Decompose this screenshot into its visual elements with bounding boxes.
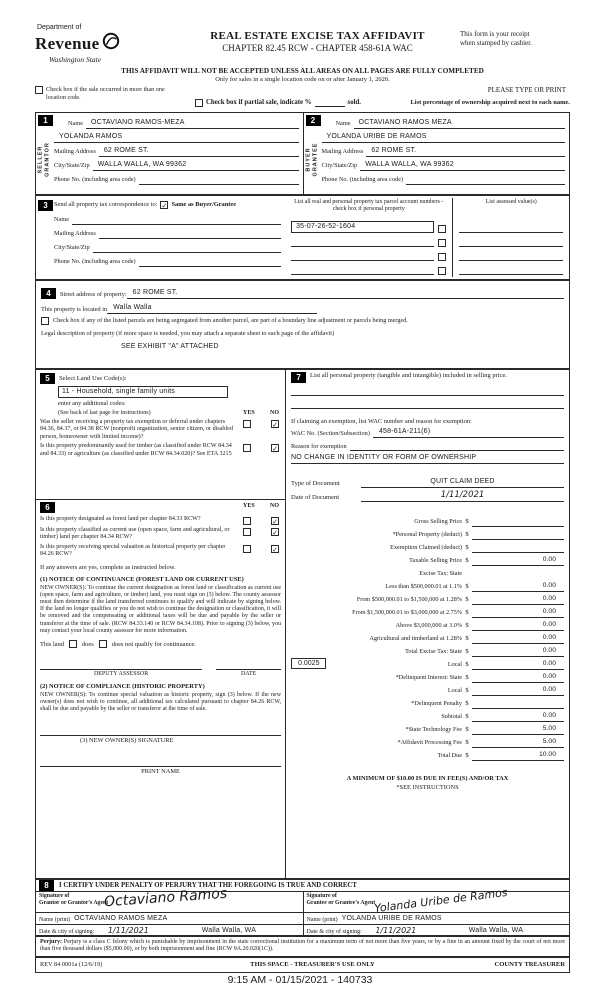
new-owner-signature-label: (3) NEW OWNER(S) SIGNATURE: [80, 736, 174, 744]
personal-property-checkbox-4[interactable]: [438, 267, 446, 275]
corr-mailing-value: [99, 230, 281, 239]
timber-agriculture-question: Is this property predominantly used for timber (as classified under RCW 84.34 and 84.33) or agriculture (as classified under RCW 84.34.020)? See ETA 3215: [40, 443, 232, 457]
notice-continuance-body: NEW OWNER(S): To continue the current designation as forest land or classification as current use (open space, farm and agriculture, or timber) land, you must sign on (3) below. The county assessor must then determine if the land transferred continues to qualify and will indicate by signing below. If the land no longer qualifies or you do not wish to continue the designation or classification, it will be removed and the compensating or additional taxes will be due and payable by the seller or transferor at the time of sale. (RCW 84.33.140 or RCW 84.34.108). Prior to signing (3) below, you may contact your local county assessor for more information.: [40, 584, 282, 634]
corr-phone-value: [139, 258, 281, 267]
minimum-due-note: A MINIMUM OF $10.00 IS DUE IN FEE(S) AND/OR TAX: [346, 775, 509, 782]
current-use-question: Is this property classified as current use (open space, farm and agricultural, or timber) land per chapter 84.34 RCW?: [40, 527, 230, 541]
assessor-date-label: DATE: [240, 671, 257, 678]
buyer-name-label: Name: [335, 120, 351, 127]
assessed-value-field-1: [459, 219, 563, 233]
grantee-signing-city: Walla Walla, WA: [468, 927, 524, 934]
personal-property-checkbox-1[interactable]: [438, 225, 446, 233]
delinquent-interest-state-value: 0.00: [472, 673, 564, 683]
located-in-value: Walla Walla: [107, 304, 317, 314]
section-6-badge: 6: [40, 502, 55, 513]
assessor-date-line: [216, 660, 281, 670]
buyer-grantee-box: [303, 113, 570, 194]
current-use-yes-checkbox[interactable]: [243, 528, 251, 536]
assessed-values-header: List assessed value(s): [485, 199, 537, 205]
state-technology-fee-value: 5.00: [472, 725, 564, 735]
property-address-section: [35, 280, 570, 369]
notice-continuance-title: (1) NOTICE OF CONTINUANCE (FOREST LAND OR CURRENT USE): [40, 575, 244, 583]
wac-number-label: WAC No. (Section/Subsection): [291, 430, 370, 437]
form-revision-number: REV 84 0001a (12/6/19): [40, 961, 103, 968]
land-use-label: Select Land Use Code(s):: [59, 374, 127, 382]
forest-no-checkbox[interactable]: ✓: [272, 518, 278, 526]
historic-property-question: Is this property receiving special valuation as historical property per chapter 84.26 RCW?: [40, 543, 226, 558]
revenue-logo-icon: [102, 32, 120, 55]
see-instructions-label: *SEE INSTRUCTIONS: [396, 784, 459, 791]
type-of-document-value: QUIT CLAIM DEED: [361, 478, 564, 488]
revenue-wordmark: Revenue: [35, 34, 100, 53]
street-address-label: Street address of property:: [60, 291, 127, 298]
total-excise-state-value: 0.00: [472, 647, 564, 657]
seller-mailing-label: Mailing Address: [54, 148, 96, 155]
delinquent-interest-local-value: 0.00: [472, 686, 564, 696]
date-of-document-label: Date of Document: [291, 494, 340, 501]
grantee-signature: Yolanda Uribe de Ramos: [373, 885, 508, 916]
tier2-tax-value: 0.00: [472, 595, 564, 605]
taxable-selling-price-value: 0.00: [472, 556, 564, 566]
personal-property-checkbox-3[interactable]: [438, 253, 446, 261]
seller-city-value: WALLA WALLA, WA 99362: [93, 161, 299, 171]
grantor-date-city-label: Date & city of signing:: [39, 929, 95, 935]
section-1-badge: 1: [38, 115, 53, 126]
tier4-tax-value: 0.00: [472, 621, 564, 631]
lower-columns: [35, 369, 570, 879]
exemption-yes-checkbox[interactable]: [243, 420, 251, 428]
legal-description-value: SEE EXHIBIT "A" ATTACHED: [121, 343, 219, 350]
personal-property-checkbox-2[interactable]: [438, 239, 446, 247]
no-column-label: NO: [270, 410, 280, 416]
grantee-signing-date: 1/11/2021: [366, 926, 426, 936]
section-4-badge: 4: [41, 288, 56, 299]
grantor-signing-city: Walla Walla, WA: [201, 927, 257, 934]
partial-sale-label: Check box if partial sale, indicate %: [206, 99, 312, 106]
print-name-label: PRINT NAME: [141, 767, 180, 775]
forest-land-question: Is this property designated as forest land per chapter 84.33 RCW?: [40, 516, 201, 522]
form-title: REAL ESTATE EXCISE TAX AFFIDAVIT: [210, 30, 425, 42]
chapter-subtitle: CHAPTER 82.45 RCW - CHAPTER 458-61A WAC: [222, 43, 413, 53]
certification-section: [35, 879, 570, 936]
buyer-phone-value: [406, 176, 565, 185]
timber-no-checkbox[interactable]: ✓: [272, 445, 278, 454]
department-of-label: Department of: [37, 24, 82, 31]
buyer-mailing-value: 62 ROME ST.: [366, 147, 565, 157]
grantee-name-print-value: YOLANDA URIBE DE RAMOS: [341, 915, 442, 922]
type-of-document-label: Type of Document: [291, 480, 340, 487]
tier1-tax-value: 0.00: [472, 582, 564, 592]
grantor-signature-cell: Signature of Grantor or Grantor's Agent Octaviano Ramos: [39, 885, 228, 911]
parcel-number-value: 35-07-26-52-1604: [291, 221, 434, 233]
acceptance-warning: THIS AFFIDAVIT WILL NOT BE ACCEPTED UNLESS ALL AREAS ON ALL PAGES ARE FULLY COMPLETED: [121, 67, 484, 75]
see-instructions-note: (See back of last page for instructions): [58, 410, 151, 416]
excise-tax-section: [285, 370, 569, 878]
assessed-value-field-2: [459, 233, 563, 247]
corr-phone-label: Phone No. (including area code): [54, 258, 136, 265]
multi-location-label: Check box if the sale occurred in more than one location code.: [46, 86, 165, 101]
section-3-badge: 3: [38, 200, 53, 211]
seller-mailing-value: 62 ROME ST.: [99, 147, 299, 157]
grantor-signing-date: 1/11/2021: [98, 926, 158, 936]
does-label: does: [81, 640, 94, 648]
located-in-label: This property is located in: [41, 306, 108, 313]
perjury-notice: [35, 936, 570, 957]
timber-yes-checkbox[interactable]: [243, 444, 251, 452]
county-treasurer-label: COUNTY TREASURER: [494, 961, 565, 968]
seller-phone-value: [139, 176, 299, 185]
seller-name-label: Name: [68, 120, 84, 127]
tax-correspondence-section: [35, 195, 570, 280]
washington-state-label: Washington State: [49, 55, 102, 64]
send-correspondence-label: Send all property tax correspondence to:: [54, 201, 158, 208]
partial-sale-checkbox[interactable]: [195, 99, 203, 107]
parcel-numbers-header: List all real and personal property tax parcel account numbers - check box if personal property: [294, 199, 444, 212]
reason-exemption-value: NO CHANGE IN IDENTITY OR FORM OF OWNERSHIP: [291, 454, 564, 464]
personal-property-field-2: [291, 396, 564, 409]
treasurer-space-label: THIS SPACE - TREASURER'S USE ONLY: [250, 961, 375, 968]
historic-yes-checkbox[interactable]: [243, 545, 251, 553]
partial-sale-sold-label: sold.: [347, 99, 361, 106]
exemption-claimed-value: [472, 544, 564, 553]
assessed-value-field-4: [459, 261, 563, 275]
excise-tax-state-header: [472, 570, 564, 579]
excise-tax-table: Gross Selling Price $ *Personal Property (deduct) $ Exemption Claimed (deduct) $ Taxable Selling Price $ 0.00 Excise Tax: State Less than $500,000.01 at 1.1% $ 0.00 From $500,000.01 to $1,500,000 at 1.28% $ 0.00 From $1,500,000.01 to $3,000,000 at 2.75% $ 0.00 Above $3,000,000 at 3.0% $ 0.00 Agricultural and timberland at 1.28% $ 0.00 Total Excise Tax: State $ 0.00 0.0025 Local $ 0.00 *Delinquent Interest: State $ 0.00 Local $ 0.00 *Delinquent Penalty $ Subtotal $ 0.00 *State Technology Fee $ 5.00 *Affidavit Processing Fee $ 5.00 Total Due $ 10.00: [291, 514, 564, 761]
buyer-name2-value: YOLANDA URIBE DE RAMOS: [322, 133, 566, 143]
personal-property-field-1: [291, 383, 564, 396]
seller-phone-label: Phone No. (including area code): [54, 176, 136, 183]
deputy-assessor-signature-line: [40, 660, 202, 670]
does-not-qualify-checkbox[interactable]: [99, 640, 107, 648]
current-use-no-checkbox[interactable]: ✓: [272, 529, 278, 537]
corr-name-label: Name: [54, 216, 70, 223]
same-as-buyer-checkbox[interactable]: ✓: [161, 201, 168, 210]
parties-section: [35, 112, 570, 195]
wac-number-value: 458-61A-211(6): [373, 428, 564, 438]
agricultural-tax-value: 0.00: [472, 634, 564, 644]
delinquent-penalty-value: [472, 700, 564, 709]
parcel-field-2: [291, 237, 434, 247]
buyer-grantee-side-label: BUYER GRANTEE: [305, 142, 318, 177]
corr-mailing-label: Mailing Address: [54, 230, 96, 237]
buyer-mailing-label: Mailing Address: [321, 148, 364, 155]
segregated-parcels-label: Check box if any of the listed parcels are being segregated from another parcel, are part of a boundary line adjustment or parcels being merged.: [53, 317, 408, 324]
gross-selling-price-value: [472, 518, 564, 527]
single-location-note: Only for sales in a single location code on or after January 1, 2020.: [215, 76, 390, 83]
buyer-city-label: City/State/Zip: [321, 162, 358, 169]
new-owner-signature-line: [40, 724, 281, 736]
form-header: [35, 24, 570, 112]
ownership-percentage-note: List percentage of ownership acquired next to each name.: [410, 99, 570, 106]
exemption-no-checkbox[interactable]: ✓: [272, 421, 278, 429]
tax-exemption-question: Was the seller receiving a property tax exemption or deferral under chapters 84.36, 84.37, or 84.38 RCW (nonprofit organization, senior citizen, or disabled person, homeowner with limited income)?: [40, 419, 233, 440]
deputy-assessor-label: DEPUTY ASSESSOR: [93, 671, 149, 678]
seller-grantor-box: [36, 113, 303, 194]
forest-yes-checkbox[interactable]: [243, 517, 251, 525]
does-qualify-checkbox[interactable]: [69, 640, 77, 648]
tier3-tax-value: 0.00: [472, 608, 564, 618]
designation-section: [36, 500, 285, 878]
grantor-name-print-label: Name (print): [39, 917, 71, 923]
section-8-badge: 8: [39, 880, 54, 891]
affidavit-processing-fee-value: 5.00: [472, 738, 564, 748]
parcel-field-4: [291, 265, 434, 275]
exemption-note: If claiming an exemption, list WAC number and reason for exemption:: [291, 418, 472, 425]
grantee-signature-cell: Signature of Grantee or Grantee's Agent Yolanda Uribe de Ramos: [303, 892, 570, 912]
buyer-name-value: OCTAVIANO RAMOS MEZA: [354, 119, 565, 129]
street-address-value: 62 ROME ST.: [127, 289, 564, 299]
reason-exemption-label: Reason for exemption: [291, 443, 347, 450]
certify-statement: I CERTIFY UNDER PENALTY OF PERJURY THAT THE FOREGOING IS TRUE AND CORRECT: [59, 882, 357, 889]
grantee-name-print-label: Name (print): [306, 917, 338, 923]
subtotal-value: 0.00: [472, 712, 564, 722]
assessed-value-field-3: [459, 247, 563, 261]
local-tax-value: 0.00: [472, 660, 564, 670]
grantor-signature: Octaviano Ramos: [103, 885, 228, 911]
dor-logo: [35, 24, 175, 64]
yes-column-label-2: YES: [243, 503, 255, 509]
notice-compliance-title: (2) NOTICE OF COMPLIANCE (HISTORIC PROPERTY): [40, 683, 205, 691]
seller-city-label: City/State/Zip: [54, 162, 90, 169]
yes-column-label: YES: [243, 410, 255, 416]
seller-grantor-side-label: SELLER GRANTOR: [37, 142, 50, 177]
receipt-note: This form is your receipt when stamped by cashier.: [460, 30, 532, 47]
corr-city-label: City/State/Zip: [54, 244, 90, 251]
if-yes-note: If any answers are yes, complete as instructed below.: [40, 563, 176, 571]
multi-location-checkbox[interactable]: [35, 86, 43, 94]
seller-name2-value: YOLANDA RAMOS: [54, 133, 299, 143]
grantee-date-city-label: Date & city of signing:: [306, 929, 362, 935]
perjury-lead: Perjury:: [40, 939, 62, 945]
total-due-value: 10.00: [472, 751, 564, 761]
print-name-line: [40, 755, 281, 767]
personal-property-header: List all personal property (tangible and intangible) included in selling price.: [310, 372, 507, 379]
perjury-body: Perjury is a class C felony which is punishable by imprisonment in the state correctional institution for a maximum term of not more than five years, or by a fine in an amount fixed by the court of not more than five thousand dollars ($5,000.00), or by both imprisonment and fine (RCW 9A.20.020(1C)).: [40, 939, 566, 953]
same-as-buyer-label: Same as Buyer/Grantee: [171, 201, 237, 208]
date-of-document-value: 1/11/2021: [361, 490, 564, 502]
partial-sale-percent-field: [315, 100, 345, 107]
corr-name-value: [72, 216, 281, 225]
parcel-field-3: [291, 251, 434, 261]
no-column-label-2: NO: [270, 503, 280, 509]
legal-description-label: Legal description of property (if more space is needed, you may attach a separate sheet to each page of the affidavit): [41, 330, 335, 337]
seller-name-value: OCTAVIANO RAMOS-MEZA: [86, 119, 298, 129]
personal-property-deduct-value: [472, 531, 564, 540]
notice-compliance-body: NEW OWNER(S): To continue special valuation as historic property, sign (3) below. If the new owner(s) does not wish to continue, all additional tax calculated pursuant to chapter 84.26 RCW, shall be due and payable by the seller or transferor at the time of sale.: [40, 692, 282, 713]
grantor-name-print-value: OCTAVIANO RAMOS MEZA: [74, 915, 168, 922]
additional-codes-label: enter any additional codes:: [58, 400, 126, 407]
buyer-city-value: WALLA WALLA, WA 99362: [360, 161, 565, 171]
footer-bar: [35, 957, 570, 973]
receipt-timestamp: 9:15 AM - 01/15/2021 - 140733: [227, 974, 373, 986]
section-7-badge: 7: [291, 372, 306, 383]
this-land-label: This land: [40, 640, 64, 648]
local-rate-box: 0.0025: [291, 658, 326, 669]
please-type-or-print-label: PLEASE TYPE OR PRINT: [487, 86, 566, 94]
section-5-badge: 5: [40, 373, 55, 384]
land-use-code-value: 11 - Household, single family units: [58, 386, 228, 398]
section-2-badge: 2: [306, 115, 321, 126]
historic-no-checkbox[interactable]: ✓: [272, 545, 278, 554]
land-use-section: [36, 370, 285, 500]
corr-city-value: [93, 244, 281, 253]
segregated-parcels-checkbox[interactable]: [41, 317, 49, 325]
reason-exemption-field: [350, 442, 564, 451]
buyer-phone-label: Phone No. (including area code): [321, 176, 404, 183]
does-not-label: does not qualify for continuance.: [111, 640, 196, 648]
